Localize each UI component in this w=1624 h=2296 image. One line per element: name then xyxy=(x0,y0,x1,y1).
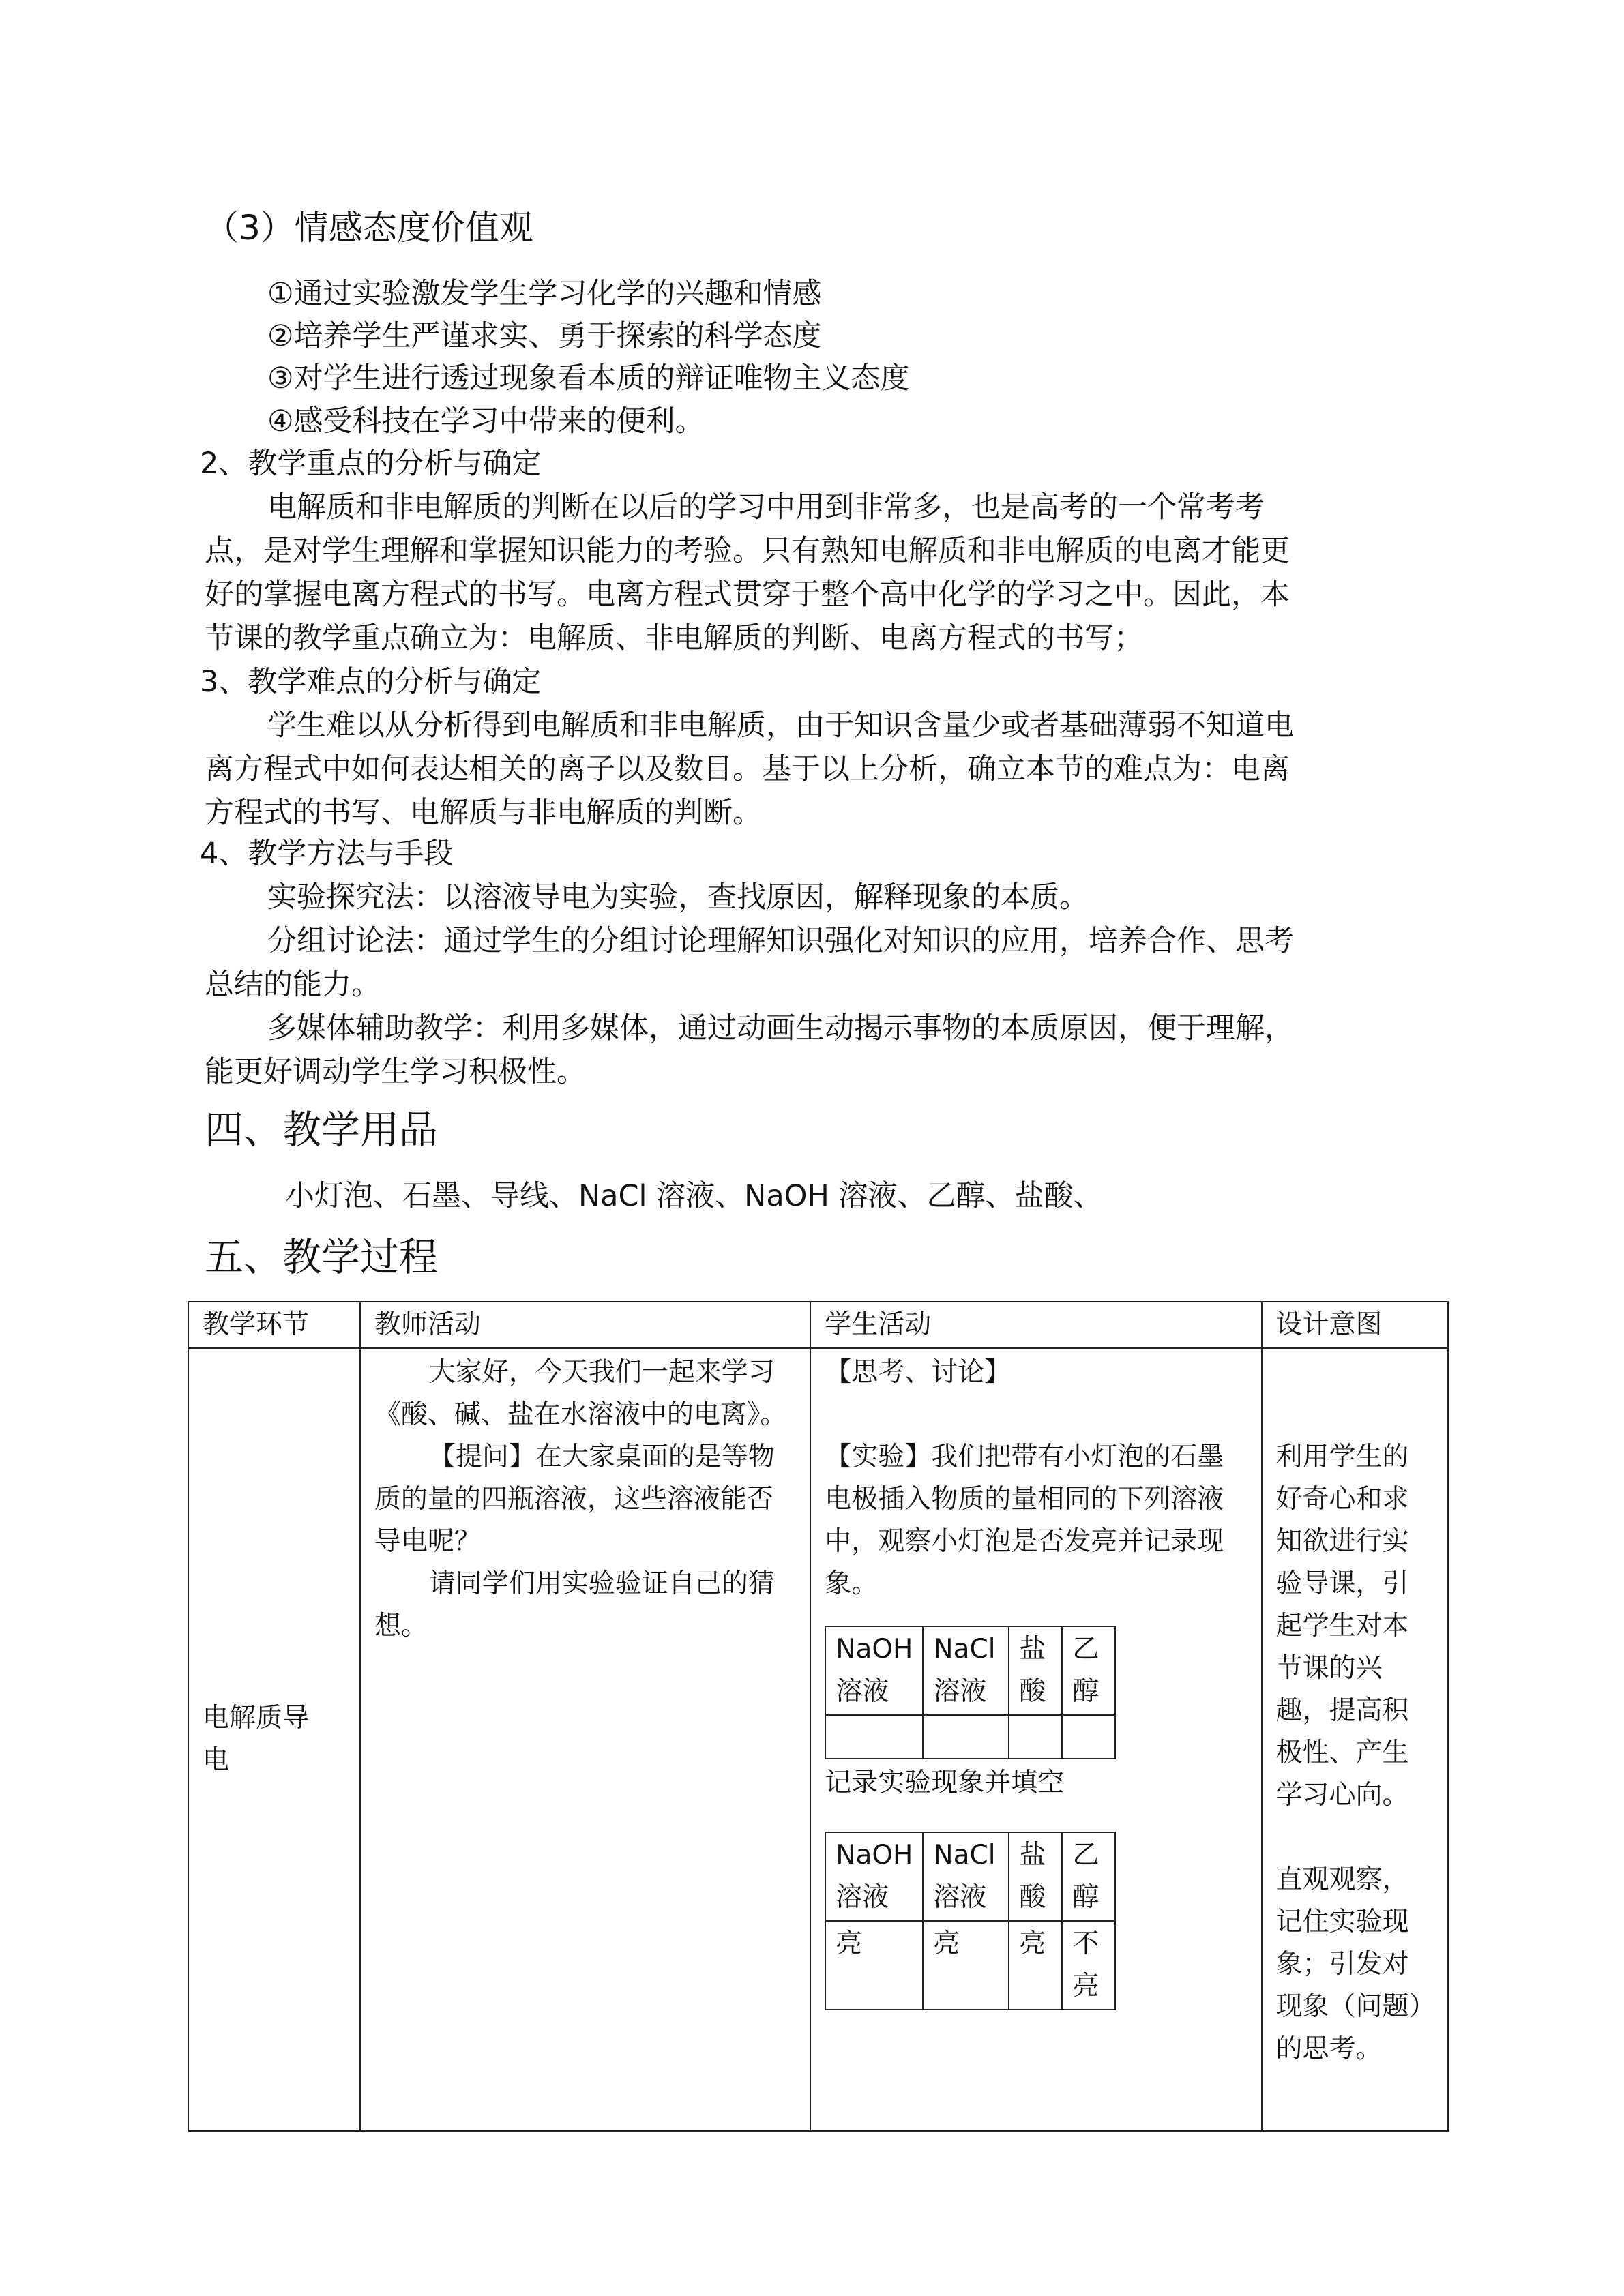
result-cell: 亮 xyxy=(923,1921,1009,2010)
teacher-activity-paragraph: 大家好，今天我们一起来学习《酸、碱、盐在水溶液中的电离》。 xyxy=(374,1357,787,1430)
key-points-line: 好的掌握电离方程式的书写。电离方程式贯穿于整个高中化学的学习之中。因此，本 xyxy=(205,578,1290,612)
column-header: 教学环节 xyxy=(188,1302,360,1348)
solution-header: 盐酸 xyxy=(1009,1832,1062,1921)
experiment-table-header xyxy=(825,1832,1115,1921)
design-intent-cell xyxy=(1262,1348,1448,2131)
attitude-item: ③对学生进行透过现象看本质的辩证唯物主义态度 xyxy=(267,361,910,396)
experiment-table-results xyxy=(825,1832,1116,2010)
solution-header: 乙醇 xyxy=(1062,1832,1115,1921)
key-points-line: 节课的教学重点确立为：电解质、非电解质的判断、电离方程式的书写； xyxy=(205,621,1143,655)
design-intent-paragraph: 直观观察，记住实验现象；引发对现象（问题）的思考。 xyxy=(1275,1864,1423,2064)
result-cell: 亮 xyxy=(825,1921,923,2010)
methods-line: 能更好调动学生学习积极性。 xyxy=(205,1055,586,1089)
methods-line: 分组讨论法：通过学生的分组讨论理解知识强化对知识的应用，培养合作、思考 xyxy=(267,924,1294,958)
section-heading-attitudes: （3）情感态度价值观 xyxy=(205,208,533,248)
student-experiment-text: 【实验】我们把带有小灯泡的石墨电极插入物质的量相同的下列溶液中，观察小灯泡是否发亮并记录现象。 xyxy=(825,1442,1224,1599)
difficult-points-heading: 3、教学难点的分析与确定 xyxy=(200,665,542,699)
solution-header: 盐酸 xyxy=(1009,1626,1062,1715)
experiment-table-blank-row xyxy=(825,1715,1115,1759)
teacher-activity-paragraph: 请同学们用实验验证自己的猜想。 xyxy=(374,1568,775,1641)
stage-text: 电解质导电 xyxy=(203,1703,310,1776)
supplies-text: 小灯泡、石墨、导线、NaCl 溶液、NaOH 溶液、乙醇、盐酸、 xyxy=(285,1179,1103,1213)
key-points-line: 电解质和非电解质的判断在以后的学习中用到非常多，也是高考的一个常考考 xyxy=(267,490,1265,524)
blank-cell xyxy=(1062,1715,1115,1759)
blank-cell xyxy=(825,1715,923,1759)
solution-header: NaOH 溶液 xyxy=(825,1832,923,1921)
design-intent-paragraph: 利用学生的好奇心和求知欲进行实验导课，引起学生对本节课的兴趣，提高积极性、产生学习心向。 xyxy=(1275,1442,1409,1810)
attitude-item: ④感受科技在学习中带来的便利。 xyxy=(267,404,705,438)
methods-line: 多媒体辅助教学：利用多媒体，通过动画生动揭示事物的本质原因，便于理解， xyxy=(267,1011,1294,1045)
solution-header: NaCl 溶液 xyxy=(923,1832,1009,1921)
blank-cell xyxy=(923,1715,1009,1759)
difficult-points-line: 方程式的书写、电解质与非电解质的判断。 xyxy=(205,796,762,830)
solution-header: NaOH 溶液 xyxy=(825,1626,923,1715)
solution-header: NaCl 溶液 xyxy=(923,1626,1009,1715)
process-table xyxy=(188,1301,1449,2132)
difficult-points-line: 学生难以从分析得到电解质和非电解质，由于知识含量少或者基础薄弱不知道电 xyxy=(267,709,1294,743)
process-table-header xyxy=(188,1302,1448,1348)
stage-cell xyxy=(188,1348,360,2131)
experiment-table-header xyxy=(825,1626,1115,1715)
teacher-activity-paragraph: 【提问】在大家桌面的是等物质的量的四瓶溶液，这些溶液能否导电呢？ xyxy=(374,1442,775,1557)
result-cell: 不亮 xyxy=(1062,1921,1115,2010)
blank-cell xyxy=(1009,1715,1062,1759)
result-cell: 亮 xyxy=(1009,1921,1062,2010)
difficult-points-line: 离方程式中如何表达相关的离子以及数目。基于以上分析，确立本节的难点为：电离 xyxy=(205,752,1290,786)
attitude-item: ①通过实验激发学生学习化学的兴趣和情感 xyxy=(267,277,822,311)
process-heading: 五、教学过程 xyxy=(205,1235,438,1280)
record-label: 记录实验现象并填空 xyxy=(825,1768,1065,1798)
teacher-activity-cell xyxy=(360,1348,810,2131)
solution-header: 乙醇 xyxy=(1062,1626,1115,1715)
key-points-heading: 2、教学重点的分析与确定 xyxy=(200,447,542,481)
supplies-heading: 四、教学用品 xyxy=(205,1107,438,1152)
column-header: 设计意图 xyxy=(1262,1302,1448,1348)
process-table-row xyxy=(188,1348,1448,2131)
methods-line: 实验探究法：以溶液导电为实验，查找原因，解释现象的本质。 xyxy=(267,880,1089,914)
methods-line: 总结的能力。 xyxy=(205,968,381,1002)
experiment-table-blank xyxy=(825,1626,1116,1759)
student-activity-cell xyxy=(810,1348,1261,2131)
experiment-table-results-row xyxy=(825,1921,1115,2010)
attitude-item: ②培养学生严谨求实、勇于探索的科学态度 xyxy=(267,319,822,353)
column-header: 学生活动 xyxy=(810,1302,1261,1348)
student-think-label: 【思考、讨论】 xyxy=(825,1357,1012,1388)
column-header: 教师活动 xyxy=(360,1302,810,1348)
methods-heading: 4、教学方法与手段 xyxy=(200,837,454,871)
key-points-line: 点，是对学生理解和掌握知识能力的考验。只有熟知电解质和非电解质的电离才能更 xyxy=(205,534,1290,568)
